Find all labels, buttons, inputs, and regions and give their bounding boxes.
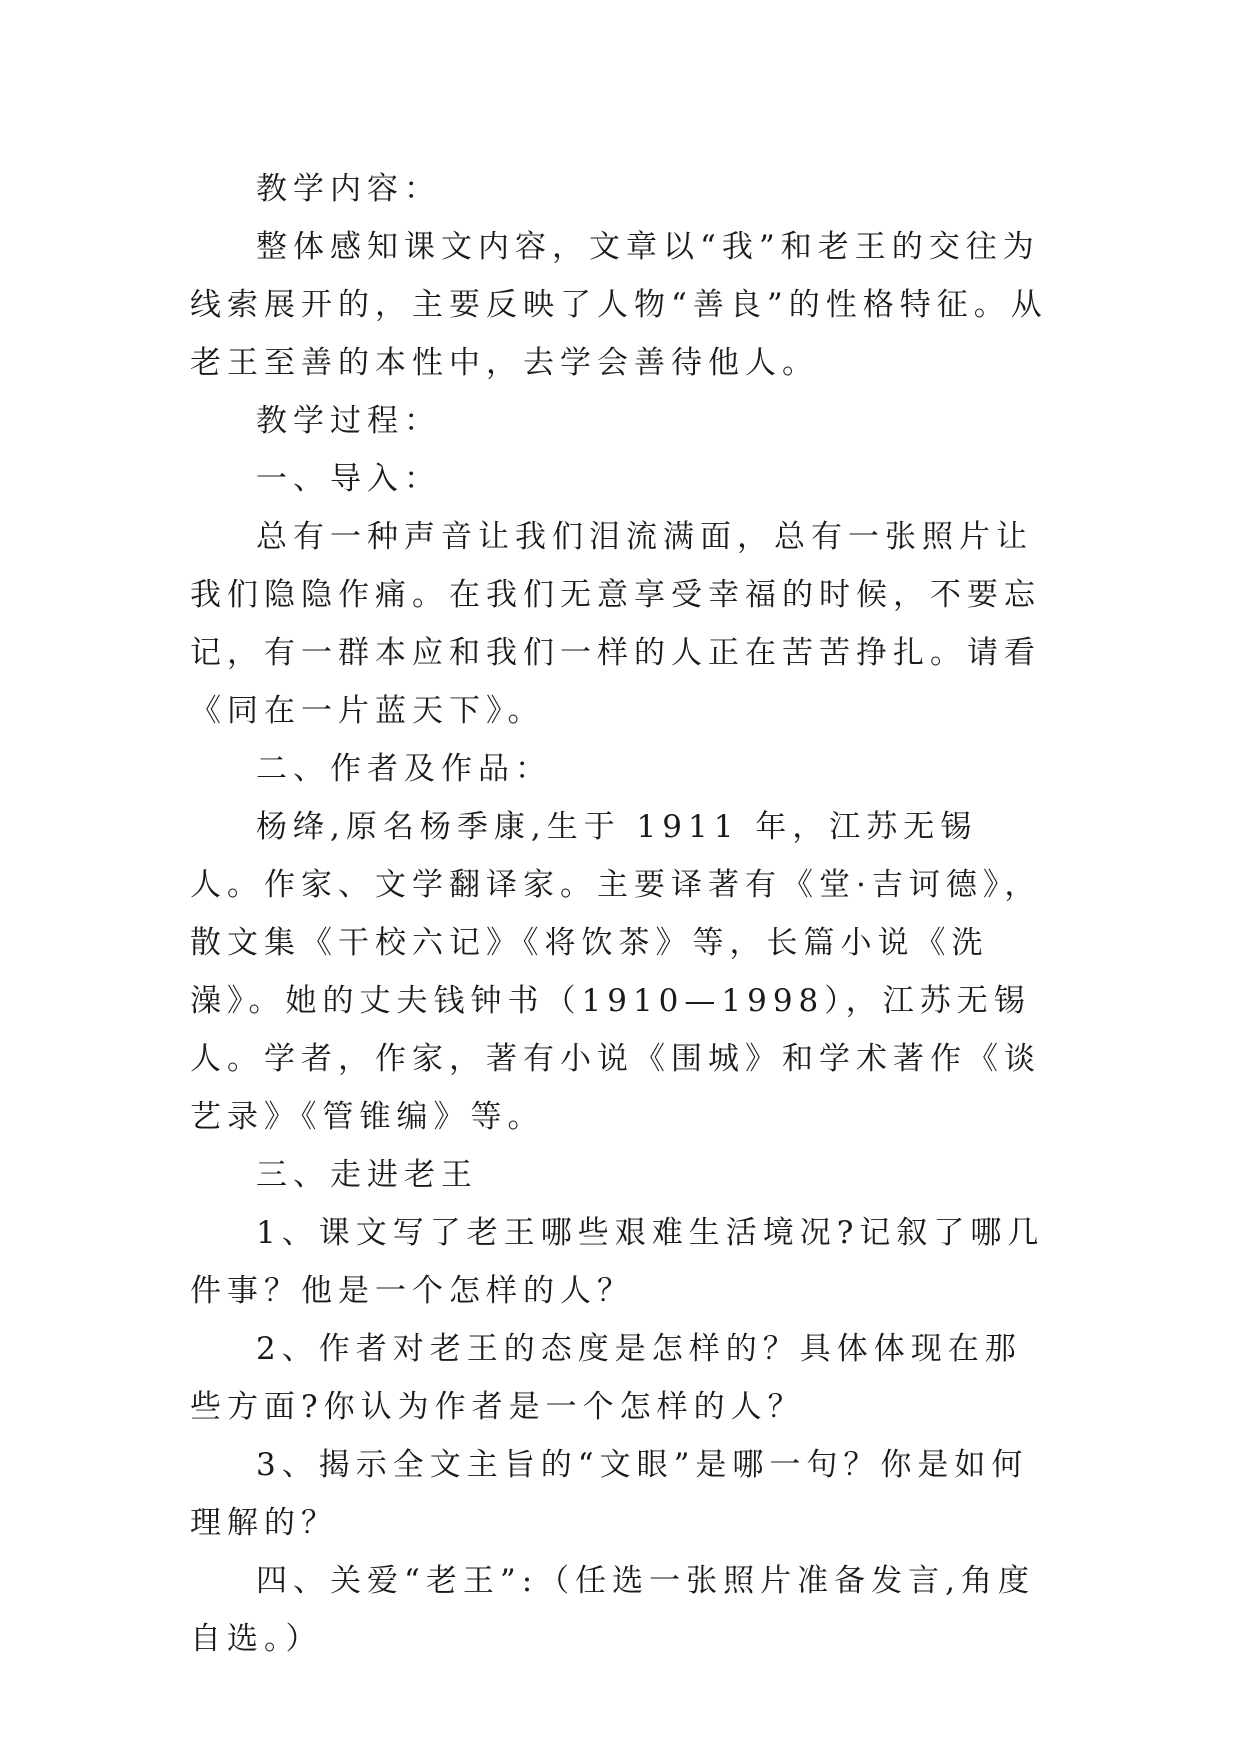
document-body bbox=[190, 160, 1050, 1668]
paragraph-content-summary: 整体感知课文内容，文章以“我”和老王的交往为线索展开的，主要反映了人物“善良”的性格特征。从老王至善的本性中，去学会善待他人。 bbox=[190, 229, 1048, 381]
section-heading-lao-wang: 三、走进老王 bbox=[256, 1157, 478, 1193]
question-2: 2、作者对老王的态度是怎样的？具体体现在那些方面?你认为作者是一个怎样的人？ bbox=[190, 1331, 1022, 1425]
section-heading-introduction: 一、导入： bbox=[256, 461, 441, 497]
section-heading-care: 四、关爱“老王”:（任选一张照片准备发言,角度自选。） bbox=[190, 1563, 1035, 1657]
paragraph-author: 杨绛,原名杨季康,生于 1911 年，江苏无锡人。作家、文学翻译家。主要译著有《堂·吉诃德》，散文集《干校六记》《将饮茶》等，长篇小说《洗澡》。她的丈夫钱钟书（1910—1998），江苏无锡人。学者，作家，著有小说《围城》和学术著作《谈艺录》《管锥编》等。 bbox=[190, 809, 1042, 1135]
paragraph-introduction: 总有一种声音让我们泪流满面，总有一张照片让我们隐隐作痛。在我们无意享受幸福的时候，不要忘记，有一群本应和我们一样的人正在苦苦挣扎。请看《同在一片蓝天下》。 bbox=[190, 519, 1041, 729]
heading-teaching-process: 教学过程： bbox=[256, 403, 441, 439]
section-heading-author: 二、作者及作品： bbox=[256, 751, 552, 787]
question-1: 1、课文写了老王哪些艰难生活境况?记叙了哪几件事？他是一个怎样的人？ bbox=[190, 1215, 1045, 1309]
heading-teaching-content: 教学内容： bbox=[256, 171, 441, 207]
question-3: 3、揭示全文主旨的“文眼”是哪一句？你是如何理解的？ bbox=[190, 1447, 1029, 1541]
